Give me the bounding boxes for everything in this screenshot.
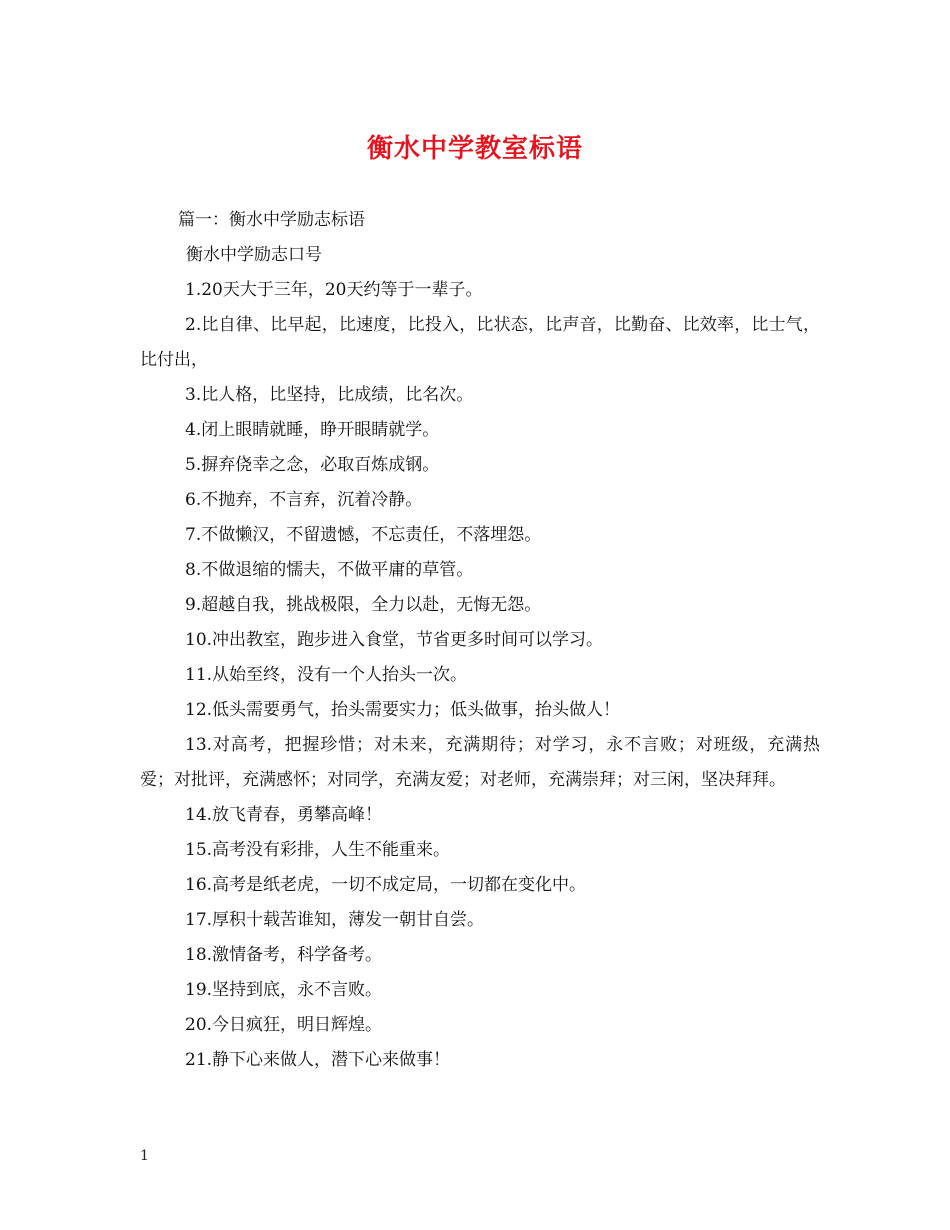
list-item: 18.激情备考，科学备考。 — [185, 945, 383, 965]
subheading: 衡水中学励志口号 — [186, 245, 322, 265]
list-item: 8.不做退缩的懦夫，不做平庸的草管。 — [185, 560, 474, 580]
list-item: 16.高考是纸老虎，一切不成定局，一切都在变化中。 — [185, 875, 587, 895]
list-item: 4.闭上眼睛就睡，睁开眼睛就学。 — [185, 420, 440, 440]
list-item: 9.超越自我，挑战极限，全力以赴，无悔无怨。 — [185, 595, 542, 615]
list-item: 12.低头需要勇气，抬头需要实力；低头做事，抬头做人！ — [185, 700, 621, 720]
page-number: 1 — [140, 1148, 149, 1164]
list-item: 5.摒弃侥幸之念，必取百炼成钢。 — [185, 455, 440, 475]
document-body — [140, 203, 820, 1078]
list-item: 3.比人格，比坚持，比成绩，比名次。 — [185, 385, 474, 405]
list-item: 15.高考没有彩排，人生不能重来。 — [185, 840, 451, 860]
document-title: 衡水中学教室标语 — [366, 134, 583, 164]
list-item: 14.放飞青春，勇攀高峰！ — [185, 805, 383, 825]
list-item: 6.不抛弃，不言弃，沉着冷静。 — [185, 490, 423, 510]
list-item: 21.静下心来做人，潜下心来做事！ — [185, 1050, 451, 1070]
list-item: 17.厚积十载苦谁知，薄发一朝甘自尝。 — [185, 910, 485, 930]
list-item: 2.比自律、比早起，比速度，比投入，比状态，比声音，比勤奋、比效率，比士气，比付出， — [140, 315, 820, 370]
list-item: 10.冲出教室，跑步进入食堂，节省更多时间可以学习。 — [185, 630, 604, 650]
slogan-list — [140, 273, 820, 1078]
list-item: 13.对高考，把握珍惜；对未来，充满期待；对学习，永不言败；对班级，充满热爱；对批评，充满感怀；对同学，充满友爱；对老师，充满崇拜；对三闲，坚决拜拜。 — [140, 735, 820, 790]
list-item: 11.从始至终，没有一个人抬头一次。 — [185, 665, 468, 685]
list-item: 7.不做懒汉，不留遗憾，不忘责任，不落埋怨。 — [185, 525, 542, 545]
list-item: 1.20天大于三年，20天约等于一辈子。 — [185, 280, 483, 300]
list-item: 20.今日疯狂，明日辉煌。 — [185, 1015, 383, 1035]
section-heading: 篇一：衡水中学励志标语 — [178, 210, 365, 230]
list-item: 19.坚持到底，永不言败。 — [185, 980, 383, 1000]
